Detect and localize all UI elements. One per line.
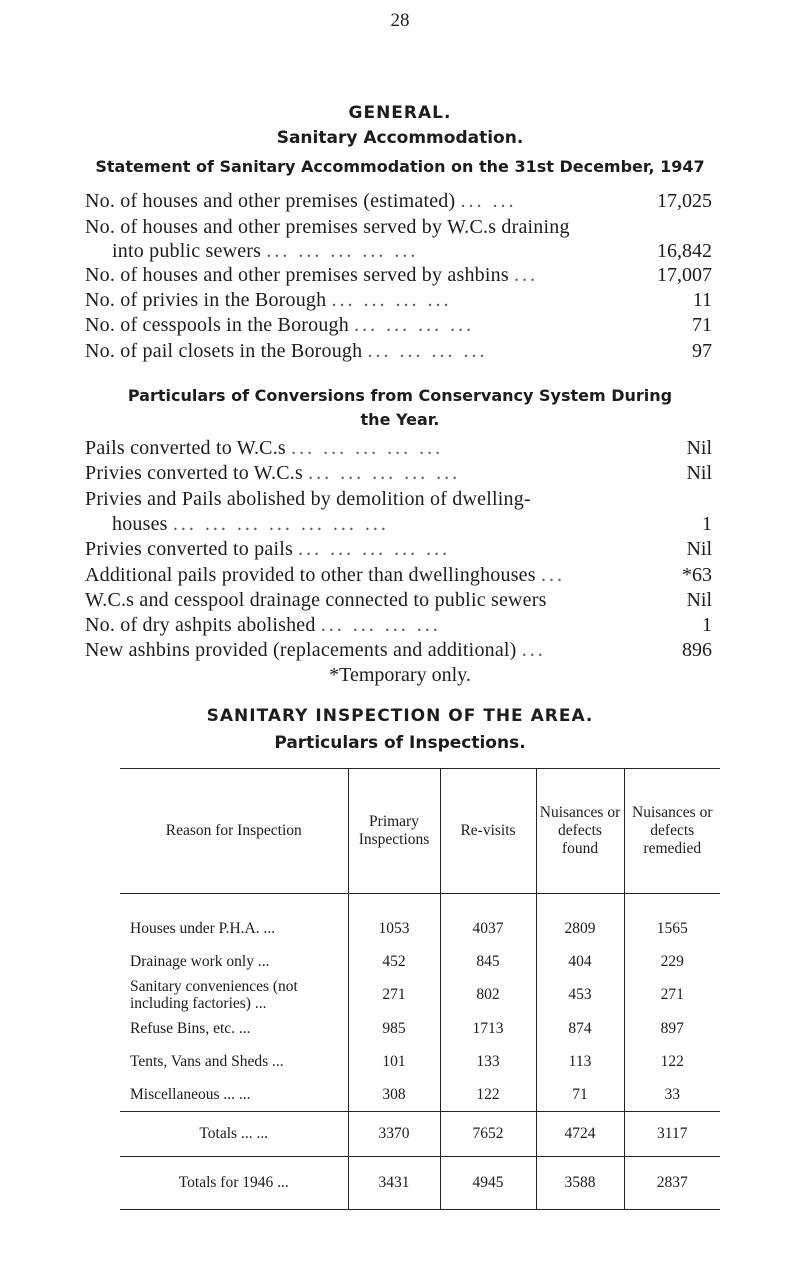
- item-label: No. of dry ashpits abolished: [85, 614, 316, 636]
- conversions-title-cont: the Year.: [360, 410, 440, 429]
- list-item: [85, 215, 685, 239]
- item-label: Pails converted to W.C.s: [85, 437, 286, 459]
- remedied-cell: 3117: [624, 1112, 720, 1157]
- list-item: [85, 487, 685, 511]
- column-header: Nuisances or defects remedied: [624, 769, 720, 894]
- revisits-cell: 845: [440, 945, 536, 978]
- item-value: 71: [692, 314, 712, 336]
- item-label: No. of houses and other premises served by ashbins: [85, 264, 509, 286]
- item-label: No. of houses and other premises (estimated): [85, 190, 456, 212]
- found-cell: 404: [536, 945, 624, 978]
- list-item: [85, 313, 685, 337]
- reason-cell: Houses under P.H.A. ...: [130, 919, 276, 937]
- remedied-cell: 33: [624, 1078, 720, 1112]
- item-label: into public sewers: [112, 240, 262, 262]
- list-item: [85, 339, 685, 363]
- item-label: No. of pail closets in the Borough: [85, 340, 363, 362]
- item-label: New ashbins provided (replacements and additional): [85, 639, 517, 661]
- revisits-cell: 4037: [440, 894, 536, 946]
- leader-dots: ...: [514, 264, 539, 286]
- revisits-cell: 133: [440, 1045, 536, 1078]
- primary-cell: 985: [348, 1012, 440, 1045]
- item-label: W.C.s and cesspool drainage connected to public sewers: [85, 589, 547, 611]
- table-row: [120, 1078, 720, 1112]
- leader-dots: ... ... ... ...: [331, 289, 452, 311]
- remedied-cell: 1565: [624, 894, 720, 946]
- column-header: Nuisances or defects found: [536, 769, 624, 894]
- found-cell: 4724: [536, 1112, 624, 1157]
- column-header: Primary Inspections: [348, 769, 440, 894]
- reason-cell: Totals ... ...: [120, 1112, 348, 1157]
- leader-dots: ... ... ... ...: [320, 614, 441, 636]
- item-value: Nil: [686, 462, 712, 484]
- item-value: Nil: [686, 589, 712, 611]
- item-value: *63: [682, 564, 712, 586]
- previous-year-row: [120, 1157, 720, 1210]
- totals-row: [120, 1112, 720, 1157]
- table-row: [120, 945, 720, 978]
- primary-cell: 308: [348, 1078, 440, 1112]
- found-cell: 874: [536, 1012, 624, 1045]
- leader-dots: ... ... ... ... ...: [291, 437, 444, 459]
- remedied-cell: 271: [624, 978, 720, 1012]
- revisits-cell: 802: [440, 978, 536, 1012]
- leader-dots: ... ... ... ...: [367, 340, 488, 362]
- reason-cell: Sanitary conveniences (not including factories) ...: [130, 978, 298, 1012]
- item-value: 17,007: [657, 264, 712, 286]
- revisits-cell: 122: [440, 1078, 536, 1112]
- primary-cell: 3370: [348, 1112, 440, 1157]
- item-label: Additional pails provided to other than dwellinghouses: [85, 564, 536, 586]
- inspection-title: SANITARY INSPECTION OF THE AREA.: [206, 706, 594, 726]
- table-row: [120, 894, 720, 946]
- item-value: 1: [702, 614, 712, 636]
- page-number: 28: [390, 10, 410, 31]
- list-item: [85, 263, 685, 287]
- item-value: Nil: [686, 538, 712, 560]
- leader-dots: ... ... ... ... ...: [266, 240, 419, 262]
- found-cell: 113: [536, 1045, 624, 1078]
- item-label: Privies converted to pails: [85, 538, 293, 560]
- item-value: 896: [682, 639, 712, 661]
- reason-cell: Totals for 1946 ...: [120, 1157, 348, 1210]
- found-cell: 453: [536, 978, 624, 1012]
- list-item: [85, 588, 685, 612]
- column-header: Re-visits: [440, 769, 536, 894]
- column-header: Reason for Inspection: [120, 769, 348, 894]
- conversions-title: Particulars of Conversions from Conservancy System During: [127, 386, 673, 405]
- list-item: [85, 563, 685, 587]
- leader-dots: ... ... ... ... ...: [308, 462, 461, 484]
- list-item: [112, 512, 712, 536]
- item-label: No. of privies in the Borough: [85, 289, 327, 311]
- item-value: 97: [692, 340, 712, 362]
- found-cell: 71: [536, 1078, 624, 1112]
- primary-cell: 3431: [348, 1157, 440, 1210]
- item-value: 11: [692, 289, 712, 311]
- found-cell: 2809: [536, 894, 624, 946]
- primary-cell: 101: [348, 1045, 440, 1078]
- list-item: [85, 613, 685, 637]
- leader-dots: ... ... ... ...: [354, 314, 475, 336]
- revisits-cell: 7652: [440, 1112, 536, 1157]
- section-subtitle: Sanitary Accommodation.: [276, 128, 524, 148]
- item-value: 17,025: [657, 190, 712, 212]
- remedied-cell: 122: [624, 1045, 720, 1078]
- table-header-row: [120, 769, 720, 894]
- reason-cell: Tents, Vans and Sheds ...: [130, 1052, 284, 1070]
- item-label: No. of cesspools in the Borough: [85, 314, 349, 336]
- leader-dots: ... ... ... ... ...: [298, 538, 451, 560]
- item-value: Nil: [686, 437, 712, 459]
- item-label: Privies converted to W.C.s: [85, 462, 303, 484]
- reason-cell: Refuse Bins, etc. ...: [130, 1019, 251, 1037]
- leader-dots: ... ...: [460, 190, 517, 212]
- list-item: [112, 239, 712, 263]
- remedied-cell: 2837: [624, 1157, 720, 1210]
- table-row: [120, 978, 720, 1012]
- reason-cell: Drainage work only ...: [130, 952, 270, 970]
- list-item: [85, 288, 685, 312]
- inspection-table: [120, 768, 720, 1210]
- leader-dots: ...: [540, 564, 565, 586]
- remedied-cell: 229: [624, 945, 720, 978]
- list-item: [85, 461, 685, 485]
- list-item: [85, 189, 685, 213]
- footnote: *Temporary only.: [329, 664, 471, 686]
- reason-cell: Miscellaneous ... ...: [130, 1085, 251, 1103]
- remedied-cell: 897: [624, 1012, 720, 1045]
- section-title: GENERAL.: [348, 103, 452, 123]
- found-cell: 3588: [536, 1157, 624, 1210]
- list-item: [85, 638, 685, 662]
- revisits-cell: 4945: [440, 1157, 536, 1210]
- primary-cell: 271: [348, 978, 440, 1012]
- primary-cell: 452: [348, 945, 440, 978]
- leader-dots: ... ... ... ... ... ... ...: [172, 513, 389, 535]
- item-label: houses: [112, 513, 168, 535]
- leader-dots: ...: [521, 639, 546, 661]
- primary-cell: 1053: [348, 894, 440, 946]
- revisits-cell: 1713: [440, 1012, 536, 1045]
- table-row: [120, 1045, 720, 1078]
- list-item: [85, 537, 685, 561]
- item-label: Privies and Pails abolished by demolition of dwelling-: [85, 488, 531, 510]
- inspection-subtitle: Particulars of Inspections.: [274, 733, 526, 753]
- item-label: No. of houses and other premises served by W.C.s draining: [85, 216, 570, 238]
- statement-title: Statement of Sanitary Accommodation on the 31st December, 1947: [95, 157, 705, 176]
- table-row: [120, 1012, 720, 1045]
- list-item: [85, 436, 685, 460]
- item-value: 1: [702, 513, 712, 535]
- item-value: 16,842: [657, 240, 712, 262]
